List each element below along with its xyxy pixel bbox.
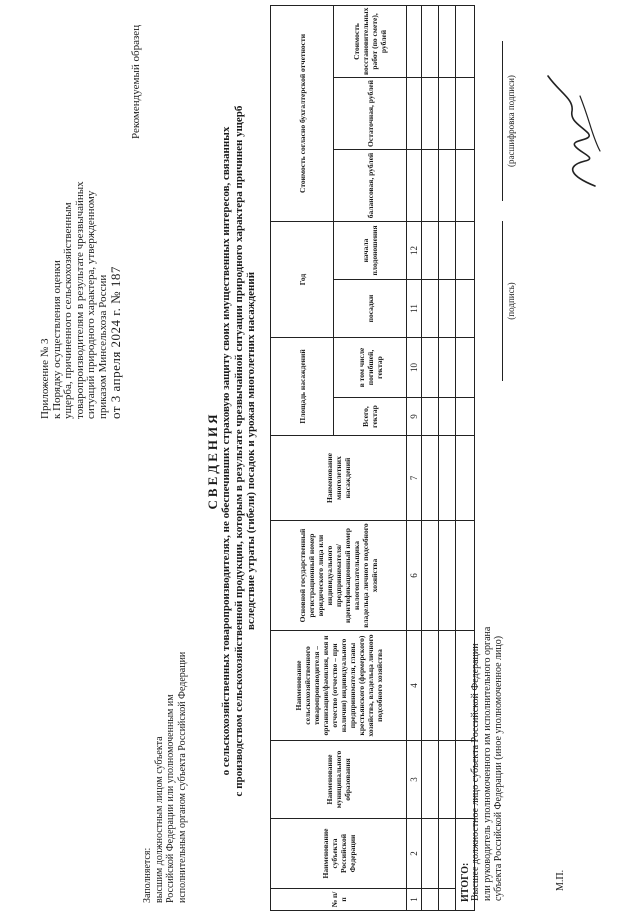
appendix-line: ущерба, причиненного сельскохозяйственным	[62, 202, 75, 419]
header-area-total: Всего, гектар	[334, 398, 407, 436]
header-year-group: Год	[271, 221, 334, 337]
table-cell	[439, 398, 456, 436]
header-municipal: Наименование муниципального образования	[271, 741, 407, 819]
subtitle-line: с производством сельскохозяйственной продукции, которым в результате чрезвычайной ситуации природного характера причинен ущерб	[232, 105, 245, 797]
signatory-block	[470, 381, 505, 901]
table-cell	[422, 221, 439, 279]
col-number: 4	[407, 631, 422, 741]
table-cell	[439, 521, 456, 631]
date-value: 3 апреля 2024 г.	[107, 307, 123, 403]
table-cell	[439, 741, 456, 819]
header-plantings: Наименование многолетних насаждений	[271, 436, 407, 521]
table-cell	[439, 221, 456, 279]
appendix-line: товаропроизводителям в результате чрезвычайных	[73, 181, 86, 419]
table-cell	[439, 280, 456, 338]
table-cell	[422, 338, 439, 398]
table-cell	[456, 280, 475, 338]
table-cell	[422, 889, 439, 911]
table-cell	[422, 149, 439, 221]
header-year-fruit: начала плодоношения	[334, 221, 407, 279]
table-cell	[439, 5, 456, 77]
date-prefix: от	[107, 405, 123, 419]
header-cost-restore: Стоимость восстановительных работ (по смете), рублей	[334, 5, 407, 77]
table-cell	[422, 741, 439, 819]
stamp-place: М.П.	[555, 869, 566, 891]
table-cell	[407, 77, 422, 149]
table-cell	[439, 819, 456, 889]
document-subtitle	[220, 61, 258, 841]
table-cell	[407, 5, 422, 77]
table-cell	[439, 889, 456, 911]
signature-caption: (подпись)	[506, 282, 516, 320]
header-num: № п/п	[271, 889, 407, 911]
filler-note	[142, 603, 188, 903]
header-cost-residual: Остаточная, рублей	[334, 77, 407, 149]
table-cell	[422, 5, 439, 77]
table-cell	[439, 149, 456, 221]
subtitle-line: вследствие утраты (гибели) посадок и урожая многолетних насаждений	[245, 271, 257, 631]
appendix-date-line	[107, 89, 123, 419]
number-prefix: №	[107, 290, 123, 304]
header-cost-group: Стоимость согласно бухгалтерской отчетности	[271, 5, 334, 221]
appendix-line: к Порядку осуществления оценки	[50, 260, 63, 419]
filler-line: исполнительным органом субъекта Российской Федерации	[176, 651, 188, 903]
col-number: 1	[407, 889, 422, 911]
table-cell	[422, 398, 439, 436]
info-table	[270, 5, 475, 911]
subtitle-line: о сельскохозяйственных товаропроизводителях, не обеспечивших страховую защиту своих имущественных интересов, связанных	[220, 126, 232, 776]
table-cell	[422, 819, 439, 889]
table-cell	[422, 77, 439, 149]
col-number: 10	[407, 338, 422, 398]
table-cell	[439, 436, 456, 521]
number-value: 187	[107, 266, 123, 288]
header-ogrn: Основной государственный регистрационный номер юридического лица или индивидуального предпринимателя/идентификационный номер налогоплательщика владельца личного подсобного хозяйства	[271, 521, 407, 631]
col-number: 6	[407, 521, 422, 631]
col-number: 9	[407, 398, 422, 436]
table-cell	[456, 149, 475, 221]
handwritten-signature	[540, 71, 620, 191]
table-cell	[456, 77, 475, 149]
signatory-line: субъекта Российской Федерации (иное уполномоченное лицо)	[493, 635, 504, 901]
table-cell	[407, 149, 422, 221]
header-area-dead: в том числе погибшей, гектар	[334, 338, 407, 398]
col-number: 7	[407, 436, 422, 521]
table-cell	[422, 280, 439, 338]
col-number: 3	[407, 741, 422, 819]
name-caption: (расшифровка подписи)	[506, 75, 516, 167]
table-cell	[422, 631, 439, 741]
signature-line	[502, 221, 503, 381]
appendix-line: Приложение № 3	[39, 338, 51, 419]
table-cell	[439, 77, 456, 149]
table-cell	[422, 436, 439, 521]
header-year-plant: посадки	[334, 280, 407, 338]
table-cell	[422, 521, 439, 631]
filler-line: Заполняется:	[142, 847, 153, 903]
header-subject: Наименование субъекта Российской Федерации	[271, 819, 407, 889]
table-cell	[439, 631, 456, 741]
filler-line: высшим должностным лицом субъекта	[153, 736, 165, 903]
header-area-group: Площадь насаждений	[271, 338, 334, 436]
table-cell	[456, 5, 475, 77]
table-cell	[439, 338, 456, 398]
appendix-header	[40, 89, 121, 419]
total-label: ИТОГО:	[456, 819, 475, 911]
col-number: 11	[407, 280, 422, 338]
col-number: 12	[407, 221, 422, 279]
appendix-line: приказом Минсельхоза России	[96, 274, 109, 419]
sample-label: Рекомендуемый образец	[130, 24, 142, 139]
col-number: 2	[407, 819, 422, 889]
appendix-line: ситуаций природного характера, утвержденному	[85, 190, 98, 419]
signatory-line: Высшее должностное лицо субъекта Российской Федерации	[470, 643, 481, 901]
header-cost-balance: балансовая, рублей	[334, 149, 407, 221]
document-title: СВЕДЕНИЯ	[205, 411, 220, 510]
header-producer: Наименование сельскохозяйственного товаропроизводителя – организации/фамилия, имя и отчество (отчество – при наличии) индивидуального предпринимателя, главы крестьянского (фермерского) хозяйства, владельца личного подсобного хозяйства	[271, 631, 407, 741]
table-cell	[456, 221, 475, 279]
name-line	[502, 41, 503, 201]
filler-line: Российской Федерации или уполномоченным им	[165, 694, 176, 903]
signatory-line: или руководитель уполномоченного им исполнительного органа	[481, 626, 493, 901]
